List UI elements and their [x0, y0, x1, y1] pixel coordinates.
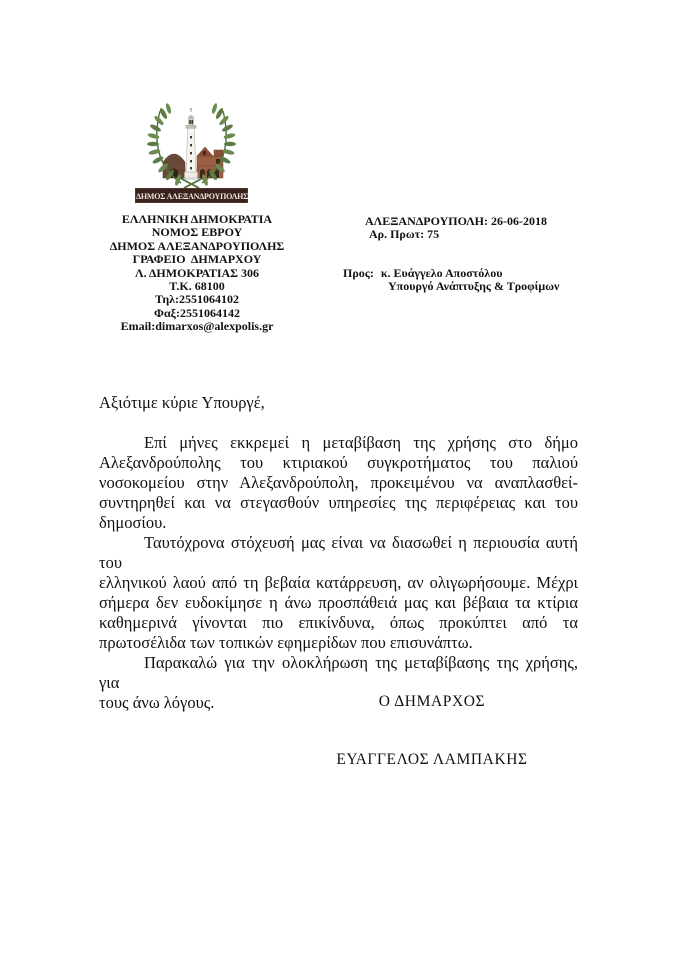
sender-line: ΝΟΜΟΣ ΕΒΡΟΥ	[151, 225, 243, 240]
to-label: Προς:	[343, 265, 374, 280]
city-and-date: ΑΛΕΞΑΝΔΡΟΥΠΟΛΗ: 26-06-2018	[365, 214, 547, 228]
sender-line: Τ.Κ. 68100	[169, 279, 225, 294]
recipient-row	[343, 267, 593, 280]
letter-meta-block	[343, 215, 593, 294]
recipient-name: κ. Ευάγγελο Αποστόλου	[380, 265, 503, 280]
letter-body	[99, 393, 578, 713]
body-line: πρωτοσέλιδα των τοπικών εφημερίδων που επισυνάπτω.	[99, 633, 473, 652]
lighthouse	[185, 108, 198, 178]
sender-fax: Φαξ:2551064142	[154, 305, 240, 320]
sender-line: ΔΗΜΟΣ ΑΛΕΞΑΝΔΡΟΥΠΟΛΗΣ	[109, 238, 285, 253]
body-line: τους άνω λόγους.	[99, 693, 215, 712]
body-line: Επί μήνες εκκρεμεί η μεταβίβαση της χρήσης στο δήμο	[144, 433, 578, 452]
sender-phone: Τηλ:2551064102	[154, 292, 240, 307]
protocol-number: Αρ. Πρωτ: 75	[369, 227, 440, 242]
signer-title: Ο ΔΗΜΑΡΧΟΣ	[378, 693, 486, 710]
body-line: καθημερινά γίνονται πιο επικίνδυνα, όπως προκύπτει από τα	[99, 613, 578, 632]
sender-line: ΕΛΛΗΝΙΚΗ ΔΗΜΟΚΡΑΤΙΑ	[121, 212, 273, 226]
logo-banner: ΔΗΜΟΣ ΑΛΕΞΑΝΔΡΟΥΠΟΛΗΣ	[135, 188, 248, 203]
body-line: ελληνικού λαού από τη βεβαία κατάρρευση, αν ολιγωρήσουμε. Μέχρι	[99, 573, 578, 592]
sender-line: Λ. ΔΗΜΟΚΡΑΤΙΑΣ 306	[134, 265, 260, 280]
municipality-logo	[134, 102, 249, 203]
recipient-title: Υπουργό Ανάπτυξης & Τροφίμων	[388, 279, 560, 294]
body-line: συντηρηθεί και να στεγασθούν υπηρεσίες της περιφέρειας και του	[99, 493, 578, 512]
body-line: Ταυτόχρονα στόχευσή μας είναι να διασωθεί η περιουσία αυτή του	[99, 533, 578, 572]
sender-email: Email:dimarxos@alexpolis.gr	[120, 319, 274, 334]
signature-block	[332, 692, 532, 770]
lighthouse-wreath-icon	[134, 102, 249, 188]
paragraph	[99, 433, 578, 533]
body-line: νοσοκομείου στην Αλεξανδρούπολη, προκειμένου να αναπλασθεί-	[99, 473, 578, 492]
body-line: Αλεξανδρούπολης του κτιριακού συγκροτήματος του παλιού	[99, 453, 578, 472]
paragraph	[99, 533, 578, 653]
sender-header-block	[93, 213, 301, 334]
body-line: δημοσίου.	[99, 513, 167, 532]
greeting: Αξιότιμε κύριε Υπουργέ,	[99, 393, 265, 412]
body-line: σήμερα δεν ευδοκίμησε η άνω προσπάθειά μας και βέβαια τα κτίρια	[99, 593, 578, 612]
body-line: Παρακαλώ για την ολοκλήρωση της μεταβίβασης της χρήσης, για	[99, 653, 578, 692]
sender-line: ΓΡΑΦΕΙΟ ΔΗΜΑΡΧΟΥ	[132, 252, 262, 267]
signer-name: ΕΥΑΓΓΕΛΟΣ ΛΑΜΠΑΚΗΣ	[336, 751, 528, 768]
